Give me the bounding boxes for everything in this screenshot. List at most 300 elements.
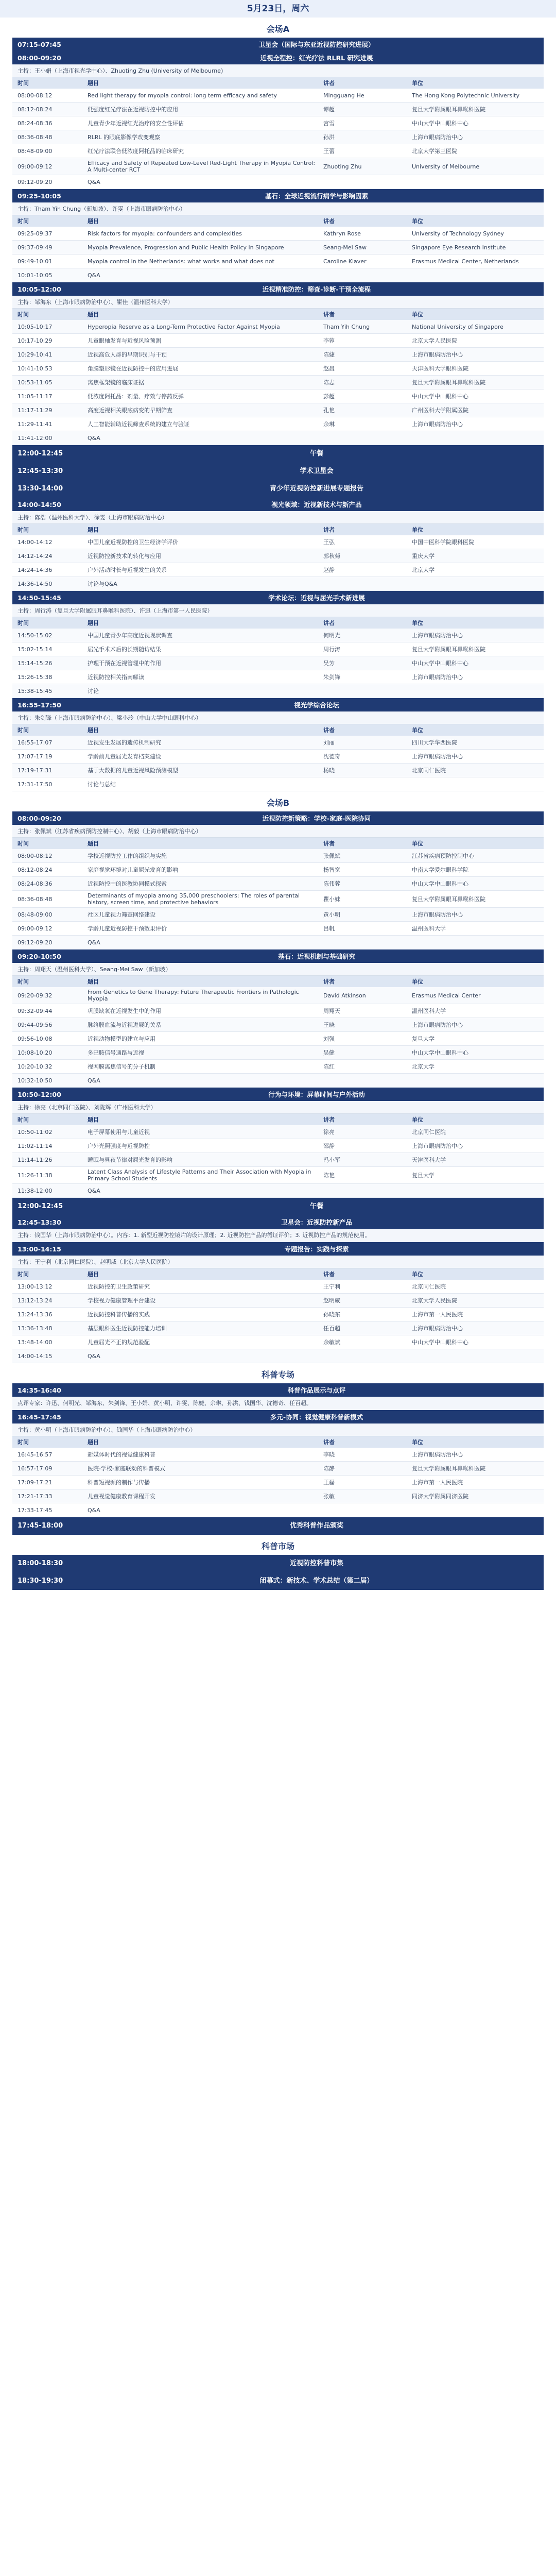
affiliation-cell: 单位: [412, 727, 423, 734]
table-row: [12, 389, 544, 403]
table-header: [12, 976, 544, 987]
time-cell: 09:00-09:12: [18, 925, 53, 932]
table-row: [12, 144, 544, 158]
session-time: 08:00-09:20: [18, 814, 61, 822]
table-row: [12, 1074, 544, 1088]
time-cell: 时间: [18, 1116, 29, 1123]
session-time: 18:00-18:30: [18, 1560, 63, 1567]
session-header: [12, 591, 544, 604]
topic-cell: 讨论: [88, 688, 99, 694]
topic-cell: Latent Class Analysis of Lifestyle Patterns and Their Association with Myopia in Primary School Students: [88, 1168, 311, 1182]
speaker-cell: 王蕾: [323, 148, 335, 155]
affiliation-cell: 单位: [412, 840, 423, 847]
time-cell: 13:48-14:00: [18, 1338, 53, 1346]
speaker-cell: 徐亮: [323, 1129, 335, 1136]
affiliation-cell: 单位: [412, 80, 423, 87]
time-cell: 时间: [18, 527, 29, 533]
table-row: [12, 1060, 544, 1074]
time-cell: 时间: [18, 620, 29, 626]
affiliation-cell: University of Melbourne: [412, 163, 480, 170]
speaker-cell: 杨晓: [323, 767, 335, 774]
speaker-cell: 讲者: [323, 218, 335, 225]
speaker-cell: 讲者: [323, 727, 335, 734]
affiliation-cell: 北京大学: [412, 567, 435, 573]
time-cell: 时间: [18, 80, 29, 87]
affiliation-cell: 中山大学中山眼科中心: [412, 1339, 468, 1346]
affiliation-cell: 北京大学人民医院: [412, 337, 457, 344]
table-row: [12, 255, 544, 268]
topic-cell: 近视防控相关指南解读: [88, 674, 144, 681]
speaker-cell: 陈伟蓉: [323, 880, 340, 887]
session-title: 闭幕式：新技术、学术总结（第二届）: [259, 1577, 374, 1585]
table-row: [12, 863, 544, 877]
table-row: [12, 1503, 544, 1517]
speaker-cell: [320, 436, 409, 439]
time-cell: 10:05-10:17: [18, 323, 53, 330]
table-row: [12, 1462, 544, 1476]
affiliation-cell: 四川大学华西医院: [412, 739, 457, 746]
speaker-cell: [320, 180, 409, 183]
affiliation-cell: 复旦大学附属眼耳鼻喉科医院: [412, 1465, 485, 1472]
table-row: [12, 417, 544, 431]
topic-cell: 人工智能辅助近视筛查系统的建立与验证: [88, 421, 189, 428]
speaker-cell: [320, 783, 409, 786]
session-title: 近视防控科普市集: [289, 1560, 343, 1567]
topic-cell: 巩膜缺氧在近视发生中的作用: [88, 1008, 161, 1014]
time-cell: 09:32-09:44: [18, 1007, 53, 1014]
topic-cell: 题目: [88, 1271, 99, 1278]
topic-cell: 近视防控科普传播的实践: [88, 1311, 150, 1318]
speaker-cell: 陈婕: [323, 351, 335, 358]
topic-cell: Red light therapy for myopia control: long term efficacy and safety: [88, 92, 277, 99]
topic-cell: Q&A: [88, 178, 100, 185]
topic-cell: Q&A: [88, 939, 100, 946]
speaker-cell: 讲者: [323, 840, 335, 847]
affiliation-cell: The Hong Kong Polytechnic University: [412, 92, 519, 99]
speaker-cell: 陈红: [323, 1063, 335, 1070]
topic-cell: From Genetics to Gene Therapy: Future Therapeutic Frontiers in Pathologic Myopia: [88, 989, 299, 1002]
time-cell: 10:17-10:29: [18, 337, 53, 344]
table-row: [12, 849, 544, 863]
table-row: [12, 1321, 544, 1335]
affiliation-cell: 上海市眼病防治中心: [412, 134, 463, 141]
topic-cell: 学校视力健康管理平台建设: [88, 1297, 155, 1304]
speaker-cell: 何明光: [323, 632, 340, 639]
affiliation-cell: 重庆大学: [412, 553, 435, 560]
session-chairs: 主持：周翔天（温州医科大学）、Seang-Mei Saw（新加坡）: [12, 963, 544, 976]
table-row: [12, 334, 544, 348]
time-cell: 11:29-11:41: [18, 420, 53, 428]
time-cell: 14:36-14:50: [18, 580, 53, 587]
time-cell: 时间: [18, 1271, 29, 1278]
table-row: [12, 877, 544, 891]
speaker-cell: 张敏: [323, 1493, 335, 1500]
time-cell: 11:14-11:26: [18, 1156, 53, 1163]
speaker-cell: 讲者: [323, 1271, 335, 1278]
affiliation-cell: [409, 436, 544, 439]
time-cell: 17:19-17:31: [18, 767, 53, 774]
session-title: 近视精准防控：筛查-诊断-干预全流程: [262, 285, 371, 293]
table-row: [12, 1167, 544, 1184]
topic-cell: 离焦框架镜的临床证据: [88, 379, 144, 386]
session-chairs: 主持：Tham Yih Chung（新加坡）、许雯（上海市眼病防治中心）: [12, 202, 544, 215]
topic-cell: 儿童视觉健康教育课程开发: [88, 1493, 155, 1500]
table-row: [12, 922, 544, 936]
time-cell: 08:48-09:00: [18, 911, 53, 918]
speaker-cell: 周行涛: [323, 646, 340, 653]
table-header: [12, 1436, 544, 1448]
affiliation-cell: 天津医科大学: [412, 1157, 446, 1163]
venue-title: 会场B: [266, 798, 290, 808]
speaker-cell: 邵静: [323, 1143, 335, 1149]
speaker-cell: [320, 582, 409, 585]
session-title: 视光领域：近视新技术与新产品: [271, 501, 362, 509]
speaker-cell: 王弘: [323, 539, 335, 546]
speaker-cell: 刘强: [323, 1036, 335, 1042]
session-header: [12, 1555, 544, 1572]
affiliation-cell: 中山大学中山眼科中心: [412, 880, 468, 887]
affiliation-cell: 北京同仁医院: [412, 1129, 446, 1136]
affiliation-cell: [409, 783, 544, 786]
session-chairs: 主持：周行涛（复旦大学附属眼耳鼻喉科医院）、许迅（上海市第一人民医院）: [12, 604, 544, 617]
table-header: [12, 617, 544, 629]
speaker-cell: 讲者: [323, 1439, 335, 1446]
time-cell: 14:00-14:12: [18, 538, 53, 546]
affiliation-cell: [409, 274, 544, 277]
session-time: 13:30-14:00: [18, 485, 63, 493]
table-row: [12, 376, 544, 389]
affiliation-cell: 单位: [412, 527, 423, 533]
time-cell: 11:02-11:14: [18, 1142, 53, 1149]
speaker-cell: [320, 941, 409, 944]
session-time: 13:00-14:15: [18, 1245, 61, 1253]
affiliation-cell: 单位: [412, 978, 423, 985]
speaker-cell: 赵明威: [323, 1297, 340, 1304]
speaker-cell: 宫雪: [323, 120, 335, 127]
speaker-cell: [320, 689, 409, 692]
topic-cell: 题目: [88, 840, 99, 847]
session-header: [12, 38, 544, 51]
table-header: [12, 724, 544, 736]
table-row: [12, 577, 544, 591]
topic-cell: 近视发生发展的遗传机制研究: [88, 739, 161, 746]
time-cell: 11:17-11:29: [18, 406, 53, 414]
time-cell: 15:38-15:45: [18, 687, 53, 694]
topic-cell: Q&A: [88, 1506, 100, 1514]
topic-cell: 电子屏幕使用与儿童近视: [88, 1129, 150, 1136]
topic-cell: 中国儿童青少年高度近视现状调查: [88, 632, 172, 639]
affiliation-cell: National University of Singapore: [412, 323, 503, 330]
session-header: [12, 1383, 544, 1397]
session-note: 主持：钱国华（上海市眼病防治中心）。内容：1. 新型近视防控镜片的设计原理；2. 近视防控产品的循证评价；3. 近视防控产品的规范使用。: [12, 1229, 544, 1242]
time-cell: 10:29-10:41: [18, 351, 53, 358]
affiliation-cell: 单位: [412, 311, 423, 318]
topic-cell: 睡眠与昼夜节律对屈光发育的影响: [88, 1157, 172, 1163]
table-row: [12, 1308, 544, 1321]
topic-cell: 红光疗法联合低浓度阿托品的临床研究: [88, 148, 184, 155]
time-cell: 10:20-10:32: [18, 1063, 53, 1070]
affiliation-cell: [409, 1509, 544, 1512]
topic-cell: 低强度红光疗法在近视防控中的应用: [88, 106, 178, 113]
topic-cell: Risk factors for myopia: confounders and complexities: [88, 230, 242, 237]
topic-cell: Q&A: [88, 1187, 100, 1194]
session-header: [12, 480, 544, 498]
table-row: [12, 89, 544, 103]
affiliation-cell: 单位: [412, 620, 423, 626]
table-row: [12, 1153, 544, 1167]
speaker-cell: 陈艳: [323, 1172, 335, 1179]
topic-cell: 角膜塑形镜在近视防控中的应用进展: [88, 365, 178, 372]
time-cell: 09:25-09:37: [18, 230, 53, 237]
session-header: [12, 1198, 544, 1215]
table-row: [12, 362, 544, 376]
affiliation-cell: 中南大学爱尔眼科学院: [412, 867, 468, 873]
speaker-cell: Seang-Mei Saw: [323, 244, 367, 251]
table-header: [12, 309, 544, 320]
affiliation-cell: 北京大学: [412, 1063, 435, 1070]
speaker-cell: [320, 1509, 409, 1512]
session-time: 17:45-18:00: [18, 1522, 63, 1530]
table-row: [12, 1125, 544, 1139]
speaker-cell: 陈志: [323, 379, 335, 386]
session-note: 点评专家：许迅、何明光、邹海东、朱剑锋、王小娟、黄小明、许雯、陈婕、余琳、孙洪、钱国华、沈德奇、任百超。: [12, 1397, 544, 1410]
time-cell: 08:48-09:00: [18, 147, 53, 155]
affiliation-cell: 上海市眼病防治中心: [412, 674, 463, 681]
session-header: [12, 698, 544, 711]
session-time: 12:45-13:30: [18, 1218, 61, 1226]
session-chairs: 主持：王宁利（北京同仁医院）、赵明威（北京大学人民医院）: [12, 1256, 544, 1268]
table-row: [12, 268, 544, 282]
session-chairs: 主持：徐亮（北京同仁医院）、刘陇辉（广州医科大学）: [12, 1101, 544, 1114]
session-title: 专题报告：实践与探索: [284, 1245, 349, 1253]
time-cell: 13:24-13:36: [18, 1311, 53, 1318]
affiliation-cell: 中山大学中山眼科中心: [412, 393, 468, 400]
time-cell: 17:07-17:19: [18, 753, 53, 760]
session-chairs: 主持：朱剑锋（上海市眼病防治中心）、梁小玲（中山大学中山眼科中心）: [12, 711, 544, 724]
affiliation-cell: 温州医科大学: [412, 925, 446, 932]
speaker-cell: 讲者: [323, 311, 335, 318]
speaker-cell: 吕帆: [323, 925, 335, 932]
table-row: [12, 130, 544, 144]
time-cell: 时间: [18, 1439, 29, 1446]
table-row: [12, 908, 544, 922]
table-header: [12, 215, 544, 227]
affiliation-cell: 复旦大学附属眼耳鼻喉科医院: [412, 379, 485, 386]
speaker-cell: [320, 1189, 409, 1192]
affiliation-cell: 单位: [412, 218, 423, 225]
table-row: [12, 1018, 544, 1032]
table-row: [12, 403, 544, 417]
topic-cell: 脉络膜血流与近视进展的关系: [88, 1022, 161, 1028]
table-row: [12, 1294, 544, 1308]
session-title: 视光学综合论坛: [294, 701, 339, 709]
venue-title: 会场A: [266, 24, 290, 34]
session-title: 午餐: [309, 1202, 323, 1210]
speaker-cell: 周翔天: [323, 1008, 340, 1014]
affiliation-cell: 中国中医科学院眼科医院: [412, 539, 474, 546]
time-cell: 10:01-10:05: [18, 272, 53, 279]
speaker-cell: 李晓: [323, 1451, 335, 1458]
topic-cell: Determinants of myopia among 35,000 preschoolers: The roles of parental history, screen time, and protective behaviors: [88, 892, 300, 906]
topic-cell: 学龄儿童近视防控干预效果评价: [88, 925, 167, 932]
time-cell: 10:50-11:02: [18, 1128, 53, 1136]
table-row: [12, 348, 544, 362]
topic-cell: 题目: [88, 1116, 99, 1123]
session-header: [12, 51, 544, 64]
session-header: [12, 1215, 544, 1229]
topic-cell: 基层眼科医生近视防控能力培训: [88, 1325, 167, 1332]
table-row: [12, 891, 544, 908]
table-header: [12, 77, 544, 89]
speaker-cell: 赵静: [323, 567, 335, 573]
session-chairs: 主持：张佩斌（江苏省疾病预防控制中心）、胡毅（上海市眼病防治中心）: [12, 825, 544, 838]
affiliation-cell: 单位: [412, 1271, 423, 1278]
time-cell: 时间: [18, 840, 29, 847]
table-row: [12, 227, 544, 241]
table-header: [12, 838, 544, 849]
time-cell: 17:33-17:45: [18, 1506, 53, 1514]
affiliation-cell: Erasmus Medical Center, Netherlands: [412, 258, 519, 265]
day-title: 5月23日，周六: [0, 0, 556, 18]
session-time: 12:00-12:45: [18, 450, 63, 457]
speaker-cell: 讲者: [323, 527, 335, 533]
topic-cell: 护理干预在近视管理中的作用: [88, 660, 161, 667]
topic-cell: 讨论与总结: [88, 781, 116, 788]
affiliation-cell: [409, 180, 544, 183]
affiliation-cell: 天津医科大学眼科医院: [412, 365, 468, 372]
session-title: 青少年近视防控新进展专题报告: [269, 485, 363, 493]
session-header: [12, 1572, 544, 1590]
topic-cell: 题目: [88, 527, 99, 533]
time-cell: 14:12-14:24: [18, 552, 53, 560]
table-row: [12, 670, 544, 684]
time-cell: 11:26-11:38: [18, 1172, 53, 1179]
topic-cell: 多巴胺信号通路与近视: [88, 1049, 144, 1056]
table-row: [12, 1032, 544, 1046]
session-time: 18:30-19:30: [18, 1577, 63, 1585]
table-row: [12, 1139, 544, 1153]
topic-cell: 题目: [88, 978, 99, 985]
time-cell: 08:36-08:48: [18, 895, 53, 903]
table-row: [12, 1476, 544, 1489]
speaker-cell: 讲者: [323, 620, 335, 626]
topic-cell: 儿童屈光不正的规范验配: [88, 1339, 150, 1346]
affiliation-cell: University of Technology Sydney: [412, 230, 504, 237]
time-cell: 15:02-15:14: [18, 646, 53, 653]
time-cell: 09:56-10:08: [18, 1035, 53, 1042]
session-time: 09:25-10:05: [18, 192, 61, 200]
time-cell: 时间: [18, 311, 29, 318]
time-cell: 11:05-11:17: [18, 393, 53, 400]
topic-cell: RLRL 的眼底影像学改变观察: [88, 134, 161, 141]
time-cell: 14:24-14:36: [18, 566, 53, 573]
affiliation-cell: 复旦大学附属眼耳鼻喉科医院: [412, 106, 485, 113]
time-cell: 09:49-10:01: [18, 258, 53, 265]
session-header: [12, 1242, 544, 1256]
speaker-cell: 吴健: [323, 1049, 335, 1056]
speaker-cell: Zhuoting Zhu: [323, 163, 362, 170]
affiliation-cell: 单位: [412, 1116, 423, 1123]
affiliation-cell: 复旦大学: [412, 1172, 435, 1179]
session-time: 16:45-17:45: [18, 1413, 61, 1421]
time-cell: 16:45-16:57: [18, 1451, 53, 1458]
speaker-cell: 王磊: [323, 1479, 335, 1486]
table-row: [12, 750, 544, 764]
topic-cell: Q&A: [88, 1352, 100, 1360]
affiliation-cell: 北京同仁医院: [412, 767, 446, 774]
session-time: 14:50-15:45: [18, 594, 61, 602]
table-row: [12, 1046, 544, 1060]
speaker-cell: 朱剑锋: [323, 674, 340, 681]
time-cell: 13:00-13:12: [18, 1283, 53, 1290]
speaker-cell: Tham Yih Chung: [323, 323, 370, 330]
table-row: [12, 736, 544, 750]
time-cell: 09:20-09:32: [18, 992, 53, 999]
table-row: [12, 320, 544, 334]
time-cell: 10:08-10:20: [18, 1049, 53, 1056]
affiliation-cell: 上海市眼病防治中心: [412, 753, 463, 760]
session-header: [12, 463, 544, 480]
session-title: 行为与环境：屏幕时间与户外活动: [268, 1091, 365, 1098]
speaker-cell: 王晓: [323, 1022, 335, 1028]
topic-cell: 近视防控的卫生政策研究: [88, 1283, 150, 1290]
speaker-cell: 沈德奇: [323, 753, 340, 760]
table-row: [12, 241, 544, 255]
speaker-cell: 赵晨: [323, 365, 335, 372]
time-cell: 16:55-17:07: [18, 739, 53, 746]
affiliation-cell: Singapore Eye Research Institute: [412, 244, 506, 251]
affiliation-cell: 上海市眼病防治中心: [412, 1143, 463, 1149]
session-title: 优秀科普作品颁奖: [289, 1522, 343, 1530]
speaker-cell: Mingguang He: [323, 92, 364, 99]
table-row: [12, 1280, 544, 1294]
topic-cell: Myopia control in the Netherlands: what works and what does not: [88, 258, 274, 265]
table-row: [12, 535, 544, 549]
session-title: 近视全程控：红光疗法 RLRL 研究进展: [260, 54, 373, 62]
table-row: [12, 431, 544, 445]
speaker-cell: 刘丽: [323, 739, 335, 746]
session-header: [12, 1088, 544, 1101]
affiliation-cell: [409, 582, 544, 585]
program-blocks: [0, 38, 556, 1590]
session-title: 学术论坛：近视与屈光手术新进展: [268, 594, 365, 602]
time-cell: 11:41-12:00: [18, 434, 53, 442]
session-chairs: 主持：邹海东（上海市眼病防治中心）、瞿佳（温州医科大学）: [12, 296, 544, 309]
time-cell: 14:00-14:15: [18, 1352, 53, 1360]
session-header: [12, 1410, 544, 1423]
speaker-cell: 孔艳: [323, 407, 335, 414]
time-cell: 时间: [18, 218, 29, 225]
topic-cell: Hyperopia Reserve as a Long-Term Protective Factor Against Myopia: [88, 323, 280, 330]
session-header: [12, 811, 544, 825]
table-row: [12, 777, 544, 791]
time-cell: 10:41-10:53: [18, 365, 53, 372]
time-cell: 08:12-08:24: [18, 106, 53, 113]
time-cell: 17:21-17:33: [18, 1493, 53, 1500]
time-cell: 15:26-15:38: [18, 673, 53, 681]
speaker-cell: 讲者: [323, 1116, 335, 1123]
time-cell: 10:32-10:50: [18, 1077, 53, 1084]
time-cell: 08:00-08:12: [18, 852, 53, 859]
time-cell: 09:37-09:49: [18, 244, 53, 251]
session-time: 08:00-09:20: [18, 54, 61, 62]
table-row: [12, 1335, 544, 1349]
session-title: 卫星会（国际与东亚近视防控研究进展）: [258, 41, 375, 48]
affiliation-cell: 温州医科大学: [412, 1008, 446, 1014]
venue-title: 科普市场: [261, 1541, 294, 1551]
affiliation-cell: 北京大学第三医院: [412, 148, 457, 155]
session-header: [12, 1517, 544, 1535]
